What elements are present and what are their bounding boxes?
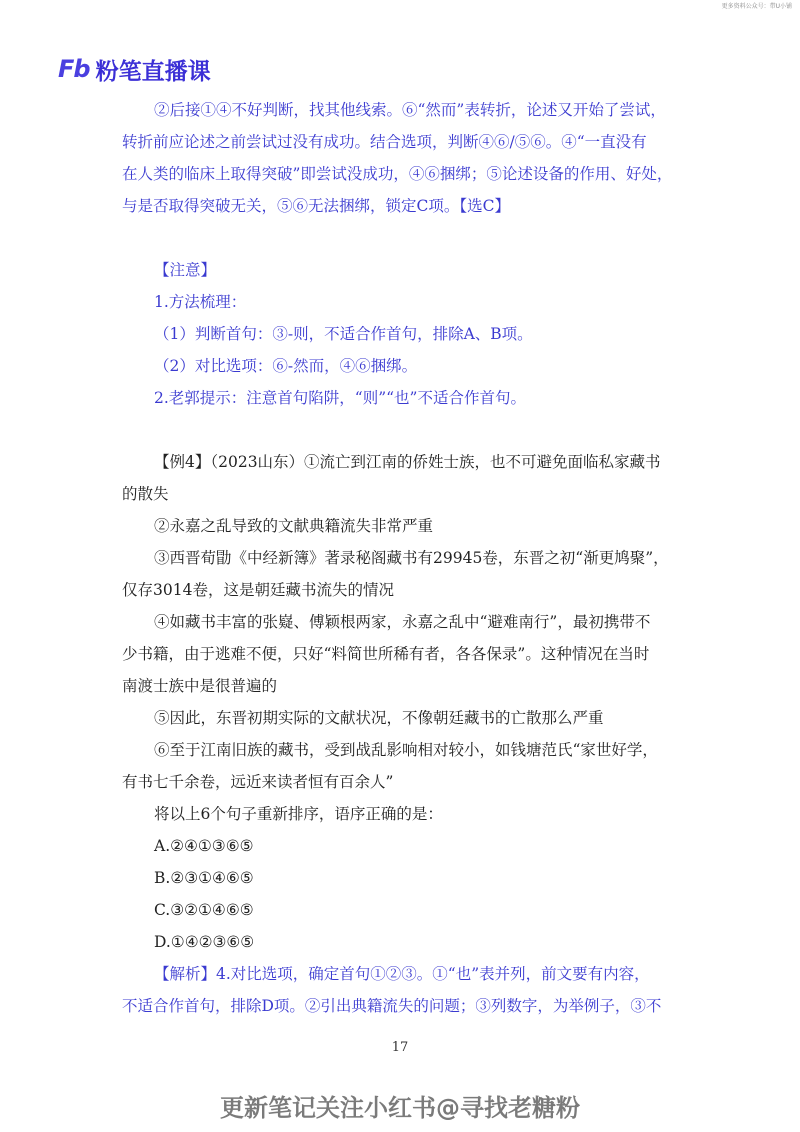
logo-mark-icon: Fb: [58, 55, 90, 83]
example-sentence-2: ②永嘉之乱导致的文献典籍流失非常严重: [154, 517, 434, 535]
example-sentence-6-cont: 有书七千余卷，远近来读者恒有百余人”: [122, 773, 394, 791]
note-line: 1.方法梳理：: [154, 293, 247, 311]
example-sentence-1-cont: 的散失: [122, 485, 169, 503]
prev-analysis-line: 转折前应论述之前尝试过没有成功。结合选项，判断④⑥/⑤⑥。④“一直没有: [122, 133, 647, 151]
watermark-text: 更新笔记关注小红书@寻找老糖粉: [220, 1094, 580, 1122]
option-b: B.②③①④⑥⑤: [154, 869, 254, 887]
example-sentence-6: ⑥至于江南旧族的藏书，受到战乱影响相对较小，如钱塘范氏“家世好学，: [154, 741, 658, 759]
example-sentence-4: ④如藏书丰富的张嶷、傅颖根两家，永嘉之乱中“避难南行”，最初携带不: [154, 613, 651, 631]
prev-analysis-line: ②后接①④不好判断，找其他线索。⑥“然而”表转折，论述又开始了尝试，: [154, 101, 666, 119]
question-prompt: 将以上6个句子重新排序，语序正确的是：: [154, 805, 443, 823]
example-sentence-1: 【例4】（2023山东）①流亡到江南的侨姓士族，也不可避免面临私家藏书: [154, 453, 661, 471]
example-sentence-3: ③西晋荀勖《中经新簿》著录秘阁藏书有29945卷，东晋之初“渐更鸠聚”，: [154, 549, 669, 567]
note-line: 2.老郭提示：注意首句陷阱，“则”“也”不适合作首句。: [154, 389, 526, 407]
top-note: 更多资料公众号：带U小铺: [721, 3, 792, 10]
option-d: D.①④②③⑥⑤: [154, 933, 255, 951]
note-line: （1）判断首句：③-则，不适合作首句，排除A、B项。: [154, 325, 533, 343]
option-a: A.②④①③⑥⑤: [154, 837, 254, 855]
logo-text: 粉笔直播课: [95, 58, 211, 85]
analysis-line: 不适合作首句，排除D项。②引出典籍流失的问题；③列数字，为举例子，③不: [122, 997, 662, 1015]
page-number: 17: [391, 1040, 409, 1055]
example-sentence-3-cont: 仅存3014卷，这是朝廷藏书流失的情况: [122, 581, 394, 599]
note-title: 【注意】: [154, 261, 217, 279]
brand-logo: [58, 52, 211, 86]
prev-analysis-line: 在人类的临床上取得突破”即尝试没成功，④⑥捆绑；⑤论述设备的作用、好处，: [122, 165, 673, 183]
example-sentence-4-cont: 南渡士族中是很普遍的: [122, 677, 278, 695]
analysis-line: 【解析】4.对比选项，确定首句①②③。①“也”表并列，前文要有内容，: [154, 965, 650, 983]
page-content: [122, 94, 680, 1022]
note-line: （2）对比选项：⑥-然而，④⑥捆绑。: [154, 357, 418, 375]
option-c: C.③②①④⑥⑤: [154, 901, 254, 919]
example-sentence-4-cont: 少书籍，由于逃难不便，只好“料简世所稀有者，各各保录”。这种情况在当时: [122, 645, 650, 663]
prev-analysis-line: 与是否取得突破无关，⑤⑥无法捆绑，锁定C项。【选C】: [122, 197, 510, 215]
example-sentence-5: ⑤因此，东晋初期实际的文献状况，不像朝廷藏书的亡散那么严重: [154, 709, 604, 727]
